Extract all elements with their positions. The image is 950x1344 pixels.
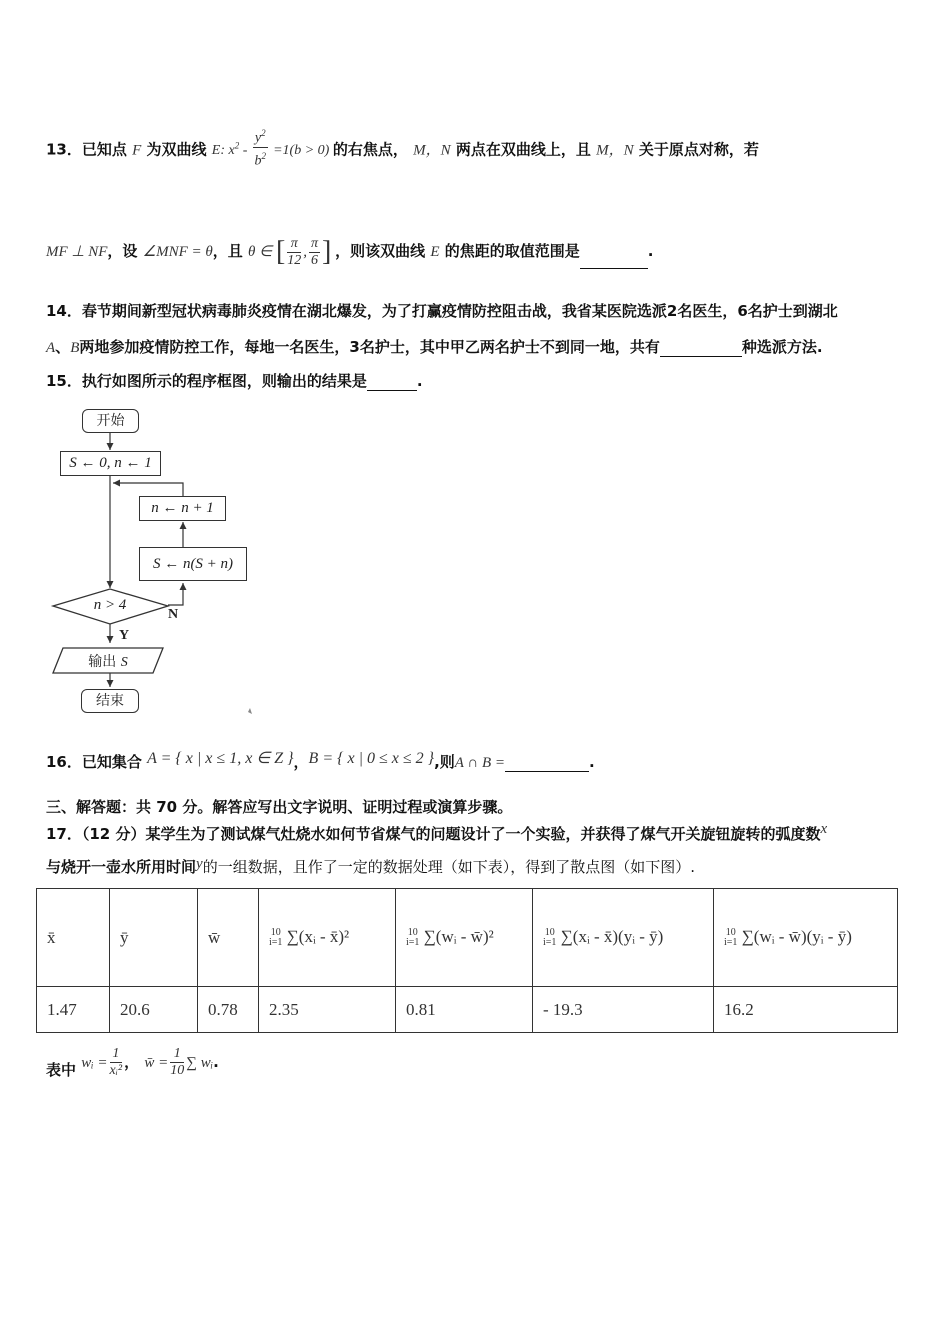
q15-answer-blank[interactable]	[367, 376, 417, 391]
value-ybar: 20.6	[110, 987, 198, 1033]
q16-set-b: B = { x | 0 ≤ x ≤ 2 }	[308, 750, 435, 767]
flowchart-init: S ← 0, n ← 1	[60, 451, 161, 476]
table-value-row	[37, 987, 898, 1033]
header-sum-wy-dev: 10 i=1 ∑(wᵢ - w̄)(yᵢ - ȳ)	[714, 889, 898, 987]
header-ybar: ȳ	[110, 889, 198, 987]
flowchart-connectors	[0, 0, 300, 730]
flowchart-update: S ← n(S + n)	[139, 547, 247, 581]
q16-answer-blank[interactable]	[505, 757, 589, 772]
flowchart-increment: n ← n + 1	[139, 496, 226, 521]
q14-line1: 14．春节期间新型冠状病毒肺炎疫情在湖北爆发，为了打赢疫情防控阻击战，我省某医院选派2名医生，6名护士到湖北	[46, 302, 838, 320]
q17-table-note: 表中 wᵢ = $\frac{1}{\text{xᵢ²}}$ ， w̄ = $\frac{1}{10}$ ∑ wᵢ.	[46, 1046, 219, 1079]
value-sum-wy-dev: 16.2	[714, 987, 898, 1033]
q16-set-a: A = { x | x ≤ 1, x ∈ Z }	[147, 750, 294, 767]
q13-hyperbola-eq: E: $x^2$ - $\frac{y^2}{b^2}$ =1(b > 0)	[212, 143, 333, 158]
header-wbar: w̄	[198, 889, 259, 987]
q13-line2: MF ⊥ NF，设 ∠MNF = θ，且 θ ∈ [ $\frac{\pi}{12}$ , $\frac{\pi}{6}$ ] ，则该双曲线 E 的焦距的取值范围是 .	[46, 236, 654, 269]
q16-line: 16．已知集合 A = { x | x ≤ 1, x ∈ Z }，B = { x | 0 ≤ x ≤ 2 },则A ∩ B = .	[46, 750, 595, 771]
q14-line2: A、B两地参加疫情防控工作，每地一名医生，3名护士，其中甲乙两名护士不到同一地，共有 种选派方法.	[46, 338, 823, 356]
flowchart-yes-label: Y	[119, 628, 130, 643]
q13-line1: 13．已知点 F 为双曲线 E: $x^2$ - $\frac{y^2}{b^2}$ =1(b > 0) 的右焦点， M，N 两点在双曲线上，且 M，N 关于原点对称，若	[46, 125, 759, 169]
q17-line2: 与烧开一壶水所用时间y的一组数据，且作了一定的数据处理（如下表），得到了散点图（如下图）.	[46, 856, 695, 876]
q13-perp-condition: MF ⊥ NF	[46, 244, 108, 260]
value-sum-x-dev-sq: 2.35	[259, 987, 396, 1033]
q17-line1: 17．（12 分）某学生为了测试煤气灶烧水如何节省煤气的问题设计了一个实验，并获得了煤气开关旋钮旋转的弧度数x	[46, 821, 828, 843]
q13-point-f: F	[132, 142, 142, 159]
value-wbar: 0.78	[198, 987, 259, 1033]
flowchart-start: 开始	[82, 409, 139, 433]
section-three-heading: 三、解答题：共 70 分。解答应写出文字说明、证明过程或演算步骤。	[46, 798, 513, 816]
header-sum-x-dev-sq: 10 i=1 ∑(xᵢ - x̄)²	[259, 889, 396, 987]
q13-angle: ∠MNF = θ	[142, 244, 213, 260]
q17-data-table	[36, 888, 898, 1033]
q13-theta-range: θ ∈ [ $\frac{\pi}{12}$ , $\frac{\pi}{6}$ ]	[248, 236, 332, 269]
header-xbar: x̄	[37, 889, 110, 987]
q14-answer-blank[interactable]	[660, 342, 742, 357]
table-header-row	[37, 889, 898, 987]
value-xbar: 1.47	[37, 987, 110, 1033]
header-sum-xy-dev: 10 i=1 ∑(xᵢ - x̄)(yᵢ - ȳ)	[533, 889, 714, 987]
flowchart-end: 结束	[81, 689, 139, 713]
header-sum-w-dev-sq: 10 i=1 ∑(wᵢ - w̄)²	[396, 889, 533, 987]
flowchart	[0, 0, 300, 730]
flowchart-condition-label: n > 4	[93, 597, 127, 613]
flowchart-output-label: 输出 S	[88, 654, 128, 670]
flowchart-no-label: N	[168, 607, 179, 622]
value-sum-xy-dev: - 19.3	[533, 987, 714, 1033]
q13-answer-blank[interactable]	[580, 254, 648, 269]
q15-line: 15．执行如图所示的程序框图，则输出的结果是 .	[46, 372, 423, 390]
value-sum-w-dev-sq: 0.81	[396, 987, 533, 1033]
